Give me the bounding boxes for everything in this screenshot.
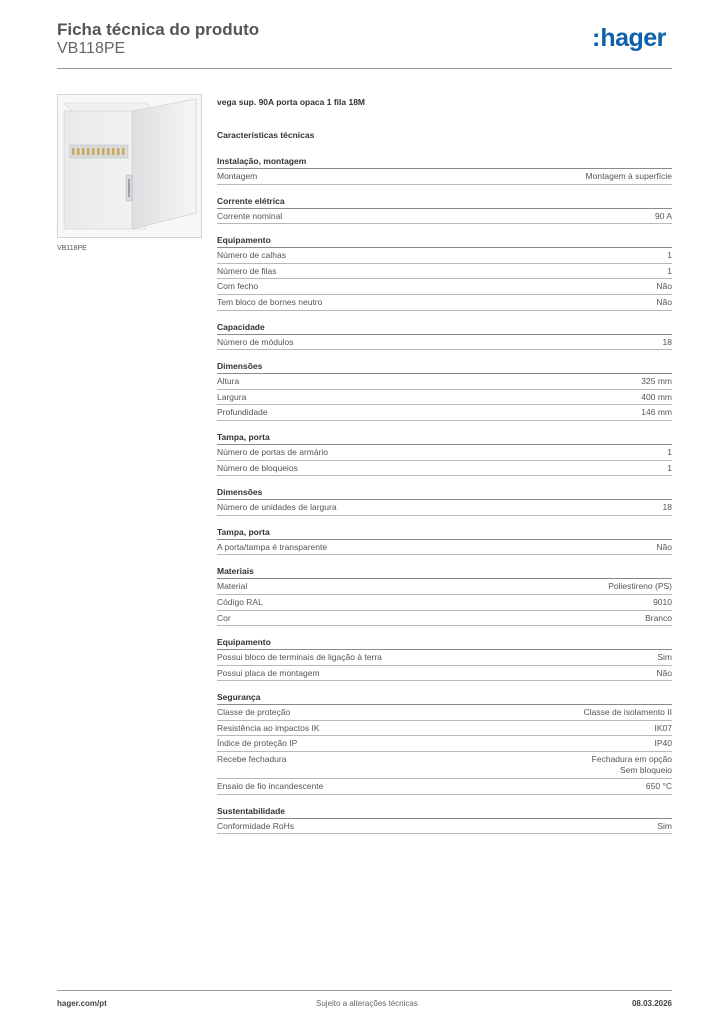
spec-row <box>217 248 672 264</box>
spec-label: Cor <box>217 612 231 623</box>
section-title: Instalação, montagem <box>217 155 672 169</box>
spec-row <box>217 461 672 477</box>
spec-label: Tem bloco de bornes neutro <box>217 296 323 307</box>
spec-section <box>217 234 672 310</box>
spec-section <box>217 805 672 835</box>
spec-label: Índice de proteção IP <box>217 738 298 749</box>
spec-label: Profundidade <box>217 407 268 418</box>
spec-section <box>217 486 672 516</box>
spec-value: 1 <box>667 250 672 261</box>
spec-value: 1 <box>667 265 672 276</box>
specs-heading: Características técnicas <box>217 130 315 140</box>
spec-label: Conformidade RoHs <box>217 820 295 831</box>
spec-label: Recebe fechadura <box>217 754 287 765</box>
page-title: Ficha técnica do produto <box>57 20 260 39</box>
spec-value: 146 mm <box>641 407 672 418</box>
spec-section <box>217 360 672 421</box>
spec-value: Branco <box>645 612 672 623</box>
spec-label: A porta/tampa é transparente <box>217 541 328 552</box>
footer-website: hager.com/pt <box>57 999 107 1008</box>
logo-dots: : <box>592 24 601 52</box>
spec-row <box>217 374 672 390</box>
spec-label: Possui placa de montagem <box>217 667 320 678</box>
spec-label: Ensaio de fio incandescente <box>217 781 324 792</box>
spec-value: Não <box>656 296 672 307</box>
spec-label: Resistência ao impactos IK <box>217 722 320 733</box>
spec-section <box>217 431 672 476</box>
spec-value: Classe de isolamento II <box>583 707 672 718</box>
spec-label: Classe de proteção <box>217 707 291 718</box>
spec-row <box>217 736 672 752</box>
spec-label: Com fecho <box>217 281 259 292</box>
section-title: Segurança <box>217 691 672 705</box>
spec-value: 400 mm <box>641 391 672 402</box>
image-caption: VB118PE <box>57 245 87 252</box>
spec-label: Montagem <box>217 171 258 181</box>
enclosure-illustration <box>58 95 201 237</box>
spec-section <box>217 155 672 185</box>
spec-row <box>217 540 672 556</box>
spec-row <box>217 721 672 737</box>
spec-row <box>217 819 672 835</box>
section-title: Tampa, porta <box>217 526 672 540</box>
spec-row <box>217 752 672 779</box>
spec-value-line: Fechadura em opção <box>591 754 672 765</box>
spec-section <box>217 195 672 225</box>
footer-divider <box>57 990 672 991</box>
spec-label: Número de módulos <box>217 336 294 347</box>
spec-value: Sim <box>657 652 672 663</box>
section-title: Equipamento <box>217 636 672 650</box>
spec-row <box>217 295 672 311</box>
product-image <box>57 94 202 238</box>
section-title: Equipamento <box>217 234 672 248</box>
spec-content <box>217 97 672 844</box>
spec-label: Número de portas de armário <box>217 446 329 457</box>
spec-row <box>217 579 672 595</box>
spec-row <box>217 445 672 461</box>
spec-value <box>592 754 672 776</box>
section-title: Capacidade <box>217 321 672 335</box>
spec-label: Número de unidades de largura <box>217 502 337 513</box>
spec-section <box>217 565 672 626</box>
section-title: Dimensões <box>217 360 672 374</box>
spec-label: Número de calhas <box>217 250 286 261</box>
spec-value: 325 mm <box>641 376 672 387</box>
spec-value: IP40 <box>654 738 672 749</box>
spec-value: 9010 <box>653 596 672 607</box>
spec-section <box>217 526 672 556</box>
footer-date: 08.03.2026 <box>631 999 672 1008</box>
spec-label: Material <box>217 581 248 592</box>
spec-value: Sim <box>657 820 672 831</box>
spec-label: Largura <box>217 391 247 402</box>
section-title: Tampa, porta <box>217 431 672 445</box>
spec-label: Número de bloqueios <box>217 462 298 473</box>
section-title: Corrente elétrica <box>217 195 672 209</box>
section-title: Dimensões <box>217 486 672 500</box>
logo-text: hager <box>600 24 666 52</box>
header-divider <box>57 68 672 69</box>
product-code: VB118PE <box>57 40 126 57</box>
spec-row <box>217 169 672 185</box>
spec-row <box>217 595 672 611</box>
spec-value: Poliestireno (PS) <box>608 581 672 592</box>
product-description: vega sup. 90A porta opaca 1 fila 18M <box>217 97 366 107</box>
spec-row <box>217 279 672 295</box>
spec-value: 1 <box>667 462 672 473</box>
spec-value: 18 <box>662 336 672 347</box>
spec-value: Não <box>656 541 672 552</box>
spec-value: 650 °C <box>645 781 672 792</box>
spec-row <box>217 500 672 516</box>
spec-value: Montagem à superfície <box>585 171 672 181</box>
spec-row <box>217 705 672 721</box>
spec-value-line: Sem bloqueio <box>620 765 672 776</box>
spec-value: 18 <box>662 502 672 513</box>
spec-row <box>217 666 672 682</box>
spec-row <box>217 390 672 406</box>
spec-row <box>217 779 672 795</box>
spec-section <box>217 321 672 351</box>
spec-label: Código RAL <box>217 596 263 607</box>
spec-value: Não <box>656 667 672 678</box>
spec-row <box>217 405 672 421</box>
spec-section <box>217 636 672 681</box>
spec-row <box>217 611 672 627</box>
hager-logo <box>592 26 666 51</box>
spec-label: Corrente nominal <box>217 210 283 221</box>
spec-value: 90 A <box>654 210 672 221</box>
spec-label: Possui bloco de terminais de ligação à terra <box>217 652 382 663</box>
spec-value: 1 <box>667 446 672 457</box>
footer-disclaimer: Sujeito a alterações técnicas <box>316 999 418 1008</box>
spec-row <box>217 650 672 666</box>
spec-row <box>217 264 672 280</box>
spec-section <box>217 691 672 794</box>
section-title: Sustentabilidade <box>217 805 672 819</box>
spec-row <box>217 209 672 225</box>
spec-label: Número de filas <box>217 265 277 276</box>
spec-label: Altura <box>217 376 240 387</box>
spec-sections <box>217 155 672 834</box>
spec-value: IK07 <box>654 722 672 733</box>
spec-row <box>217 335 672 351</box>
spec-value: Não <box>656 281 672 292</box>
section-title: Materiais <box>217 565 672 579</box>
